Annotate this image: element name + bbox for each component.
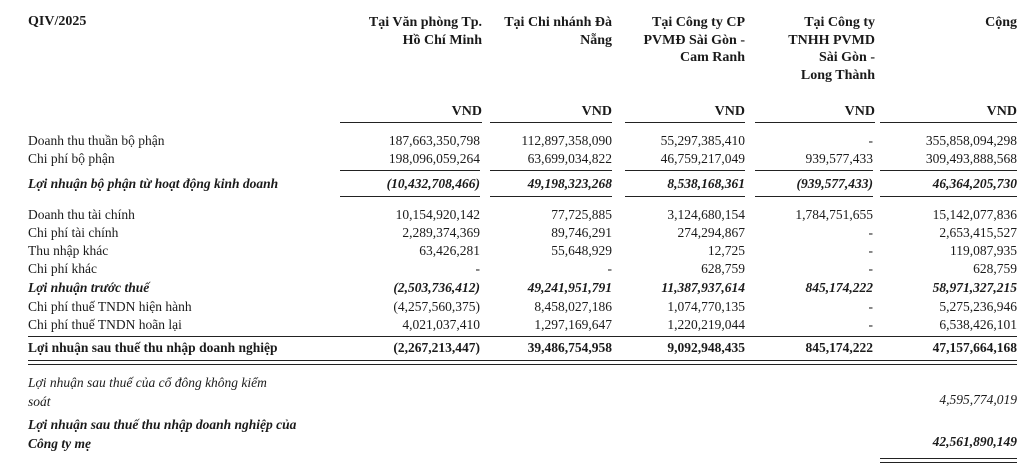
parent-profit-label: Lợi nhuận sau thuế thu nhập doanh nghiệp của Công ty mẹ [28, 417, 297, 451]
subtotal-line [490, 170, 612, 171]
cell: 1,220,219,044 [667, 317, 745, 332]
cell: - [868, 299, 873, 314]
cell: 355,858,094,298 [925, 133, 1017, 148]
cell: 55,297,385,410 [660, 133, 745, 148]
subtotal-line [880, 196, 1017, 197]
cell: - [868, 261, 873, 276]
unit-underline [340, 122, 482, 123]
row-current-tax: Chi phí thuế TNDN hiện hành (4,257,560,375) 8,458,027,186 1,074,770,135 - 5,275,236,946 [28, 299, 1017, 314]
cell: 1,074,770,135 [667, 299, 745, 314]
cell: 274,294,867 [677, 225, 745, 240]
minority-interest-label: Lợi nhuận sau thuế của cổ đông không kiểm soát [28, 375, 267, 409]
subtotal-line [340, 170, 480, 171]
subtotal-line [755, 196, 873, 197]
column-header-hcm: Tại Văn phòng Tp. Hồ Chí Minh [368, 15, 482, 48]
row-segment-revenue: Doanh thu thuần bộ phận 187,663,350,798 112,897,358,090 55,297,385,410 - 355,858,094,298 [28, 133, 1017, 148]
parent-profit-value: 42,561,890,149 [932, 434, 1017, 449]
cell: 9,092,948,435 [667, 340, 745, 355]
unit-label-longthanh: VND [844, 104, 875, 119]
cell: (939,577,433) [796, 176, 873, 191]
cell: - [868, 243, 873, 258]
row-financial-income: Doanh thu tài chính 10,154,920,142 77,725,885 3,124,680,154 1,784,751,655 15,142,077,836 [28, 207, 1017, 222]
subtotal-line [625, 170, 745, 171]
total-double-line [28, 360, 1017, 365]
cell: 58,971,327,215 [932, 280, 1017, 295]
row-segment-expense: Chi phí bộ phận 198,096,059,264 63,699,034,822 46,759,217,049 939,577,433 309,493,888,568 [28, 151, 1017, 166]
cell: (10,432,708,466) [386, 176, 480, 191]
cell: 55,648,929 [551, 243, 612, 258]
cell: - [868, 317, 873, 332]
cell: 112,897,358,090 [521, 133, 612, 148]
row-other-income: Thu nhập khác 63,426,281 55,648,929 12,725 - 119,087,935 [28, 243, 1017, 258]
cell: - [868, 225, 873, 240]
subtotal-line [625, 196, 745, 197]
subtotal-line [490, 196, 612, 197]
cell: 4,021,037,410 [402, 317, 480, 332]
row-profit-before-tax: Lợi nhuận trước thuế (2,503,736,412) 49,241,951,791 11,387,937,614 845,174,222 58,971,327,215 [28, 280, 1017, 295]
cell: 198,096,059,264 [388, 151, 480, 166]
cell: - [475, 261, 480, 276]
column-header-total: Cộng [985, 15, 1017, 30]
cell: 2,653,415,527 [939, 225, 1017, 240]
cell: 5,275,236,946 [939, 299, 1017, 314]
cell: 63,426,281 [419, 243, 480, 258]
unit-label-camranh: VND [714, 104, 745, 119]
cell: 1,297,169,647 [534, 317, 612, 332]
cell: 8,458,027,186 [534, 299, 612, 314]
cell: 1,784,751,655 [795, 207, 873, 222]
column-header-danang: Tại Chi nhánh Đà Nẵng [504, 15, 612, 48]
cell: 77,725,885 [551, 207, 612, 222]
row-segment-operating-profit: Lợi nhuận bộ phận từ hoạt động kinh doanh (10,432,708,466) 49,198,323,268 8,538,168,361 (939,577,433) 46,364,205,730 [28, 176, 1017, 191]
cell: 628,759 [701, 261, 745, 276]
cell: - [868, 133, 873, 148]
cell: 11,387,937,614 [661, 280, 745, 295]
cell: 2,289,374,369 [402, 225, 480, 240]
subtotal-line [28, 336, 1017, 337]
total-double-line [880, 458, 1017, 463]
cell: 119,087,935 [950, 243, 1017, 258]
minority-interest-value: 4,595,774,019 [939, 392, 1017, 407]
cell: 8,538,168,361 [667, 176, 745, 191]
cell: 49,198,323,268 [527, 176, 612, 191]
cell: 845,174,222 [805, 340, 873, 355]
cell: (2,267,213,447) [393, 340, 480, 355]
unit-label-hcm: VND [451, 104, 482, 119]
column-header-camranh: Tại Công ty CP PVMĐ Sài Gòn - Cam Ranh [643, 15, 745, 65]
unit-label-danang: VND [581, 104, 612, 119]
cell: 309,493,888,568 [925, 151, 1017, 166]
unit-underline [880, 122, 1017, 123]
unit-underline [625, 122, 745, 123]
subtotal-line [880, 170, 1017, 171]
column-header-longthanh: Tại Công ty TNHH PVMD Sài Gòn - Long Thành [788, 15, 875, 83]
cell: - [607, 261, 612, 276]
cell: 939,577,433 [805, 151, 873, 166]
row-financial-expense: Chi phí tài chính 2,289,374,369 89,746,291 274,294,867 - 2,653,415,527 [28, 225, 1017, 240]
cell: (4,257,560,375) [393, 299, 480, 314]
subtotal-line [755, 170, 873, 171]
cell: 628,759 [973, 261, 1017, 276]
row-deferred-tax: Chi phí thuế TNDN hoãn lại 4,021,037,410 1,297,169,647 1,220,219,044 - 6,538,426,101 [28, 317, 1017, 332]
period-label: QIV/2025 [28, 14, 87, 29]
cell: 187,663,350,798 [388, 133, 480, 148]
unit-label-total: VND [986, 104, 1017, 119]
cell: 63,699,034,822 [527, 151, 612, 166]
cell: 47,157,664,168 [932, 340, 1017, 355]
cell: 12,725 [707, 243, 745, 258]
cell: 89,746,291 [551, 225, 612, 240]
cell: 49,241,951,791 [527, 280, 612, 295]
row-other-expense: Chi phí khác - - 628,759 - 628,759 [28, 261, 1017, 276]
row-profit-after-tax: Lợi nhuận sau thuế thu nhập doanh nghiệp (2,267,213,447) 39,486,754,958 9,092,948,435 845,174,222 47,157,664,168 [28, 340, 1017, 355]
cell: 10,154,920,142 [395, 207, 480, 222]
cell: 845,174,222 [805, 280, 873, 295]
cell: 39,486,754,958 [527, 340, 612, 355]
cell: 6,538,426,101 [939, 317, 1017, 332]
cell: 46,759,217,049 [660, 151, 745, 166]
unit-underline [490, 122, 612, 123]
cell: 15,142,077,836 [932, 207, 1017, 222]
unit-underline [755, 122, 875, 123]
cell: 3,124,680,154 [667, 207, 745, 222]
cell: (2,503,736,412) [393, 280, 480, 295]
subtotal-line [340, 196, 480, 197]
cell: 46,364,205,730 [932, 176, 1017, 191]
